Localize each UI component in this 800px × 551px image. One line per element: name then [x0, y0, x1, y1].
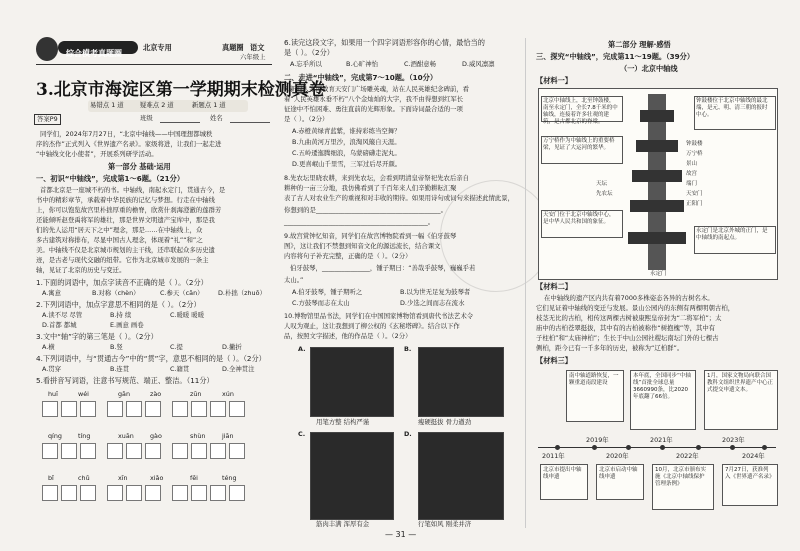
q6-option[interactable]: B.心旷神怡 — [346, 60, 378, 68]
q7-line: 7.新时人案国教育天安门广场雕英魂，站在人民英雄纪念碑前，看 — [284, 85, 470, 93]
timeline-dot — [626, 445, 631, 450]
q4-option[interactable]: A.贯穿 — [42, 365, 62, 373]
timeline-dot — [660, 445, 665, 450]
passage-line: 迹，是古老与现代交融的纽带。它作为北京城市发展的一条主 — [36, 256, 209, 264]
m2-line: 庙中的古柏苍翠挺拔，其中有的古柏被称作“树抱槐”等，其中有 — [536, 324, 716, 332]
timeline-text: 本年底，全国同步“中轴线”首批全球总量3660990条，比2020年底翻了66倍。 — [633, 373, 691, 400]
q1-option[interactable]: C.参天（cān） — [160, 289, 204, 297]
axis-label: 先农坛 — [596, 191, 613, 197]
difficulty-hard: 疑难点 2 道 — [140, 101, 174, 109]
passage-line: 们的先人运用“居天下之中”理念，那是……在中轴线上，众 — [36, 226, 203, 234]
timeline-dot — [555, 445, 560, 450]
part2-title: 第二部分 理解·感悟 — [608, 40, 671, 49]
pinyin: fēi — [190, 474, 198, 482]
header-rule — [36, 64, 272, 65]
calli-caption: 筋肉丰满 浑厚有金 — [316, 520, 370, 528]
pinyin: wéi — [78, 390, 89, 398]
q10-line: 品，按照文字描述，他的作品是（ ）。（2分） — [284, 332, 412, 340]
pinyin: xīn — [118, 474, 128, 482]
q3-option[interactable]: D.撇折 — [222, 343, 242, 351]
name-field[interactable] — [230, 122, 270, 123]
pinyin: qíng — [48, 432, 62, 440]
pinyin: xuān — [118, 432, 134, 440]
q2-option[interactable]: E.画意 画卷 — [110, 321, 144, 329]
m2-line: 子柱柏”和“太庙神柏”；生长于中山公园社稷坛南坛门外的七棵古 — [536, 334, 719, 342]
timeline-text: 7月27日，获准列入《世界遗产名录》 — [725, 467, 775, 480]
answer-tag: 答案P9 — [34, 114, 61, 125]
pagoda-roof-icon — [636, 140, 678, 152]
timeline-dot — [762, 445, 767, 450]
timeline-text: 北京市提出中轴线申遗 — [543, 467, 582, 480]
question-6-cont: 是（ ）。（2分） — [284, 48, 334, 57]
pinyin: gān — [118, 390, 131, 398]
material-3-label: 【材料三】 — [536, 356, 572, 365]
q9-line: 伯牙鼓琴，_______________，锺子期曰：“善哉乎鼓琴，巍巍乎若 — [290, 264, 476, 272]
header-badge — [58, 41, 138, 58]
mascot-logo-icon — [36, 37, 58, 61]
pinyin: jiān — [222, 432, 234, 440]
material-2-label: 【材料二】 — [536, 282, 572, 291]
q1-option[interactable]: A.寓意 — [42, 289, 62, 297]
question-1: 1.下面的词语中，加点字读音不正确的是（ ）。（2分） — [36, 278, 208, 287]
q7-option[interactable]: D.更喜岷山千里雪，三军过后尽开颜。 — [292, 160, 402, 168]
q7-option[interactable]: B.九曲黄河万里沙，浪淘风簸自天涯。 — [292, 138, 401, 146]
pinyin: xiǎo — [150, 474, 164, 482]
q8-line: 8.先农坛里晓农耕，来到先农坛，会看到明清皇帝祭祀先农后亲自 — [284, 174, 470, 182]
pinyin: shùn — [190, 432, 206, 440]
material-1-label: 【材料一】 — [536, 76, 572, 85]
writing-grid[interactable] — [42, 401, 245, 417]
watermark-seal — [440, 180, 552, 292]
q3-option[interactable]: A.横 — [42, 343, 55, 351]
pinyin: bǐ — [48, 474, 54, 482]
q1-option[interactable]: D.朴拙（zhuō） — [218, 289, 266, 297]
timeline-year: 2021年 — [650, 436, 673, 444]
m2-line: 枝茎无比的古柏，相传这两棵古树被康熙皇帝封为“二将军柏”；太 — [536, 314, 722, 322]
subject-label: 语文 — [250, 43, 265, 52]
timeline-year: 2019年 — [586, 436, 609, 444]
calli-label-d: D. — [404, 430, 412, 438]
axis-label: 天安门 — [686, 191, 703, 197]
q10-line: 人叹为观止，这让我想到了柳公权的《玄秘塔碑》。结合以下作 — [284, 322, 460, 330]
note-text: 钟鼓楼位于北京中轴线的最北端，是元、明、清三朝的报时中心。 — [696, 98, 768, 118]
pagoda-roof-icon — [628, 232, 686, 244]
pinyin: xún — [222, 390, 234, 398]
grade-label: 六年级上 — [240, 53, 266, 61]
q10-line: 10.博物馆里品书法，同学们在中国国家博物馆看到唐代书法艺术令 — [284, 312, 474, 320]
passage-line: 上，你可以饱览故宫里朴拙厚重的檐脊，欣赏什刹海澄澈的莲群芳 — [36, 206, 222, 214]
q4-option[interactable]: D.全神贯注 — [222, 365, 255, 373]
q1-option[interactable]: B.对称（chèn） — [92, 289, 140, 297]
calli-label-b: B. — [404, 345, 412, 353]
q2-option[interactable]: C.暖暖 暖暖 — [170, 311, 205, 319]
question-3: 3.文中“轴”字的第三笔是（ ）。（2分） — [36, 332, 158, 341]
q2-option[interactable]: D.首都 都城 — [42, 321, 77, 329]
writing-grid[interactable] — [42, 485, 245, 501]
axis-label: 钟鼓楼 — [686, 141, 703, 147]
timeline-text: 10月，北京市颁布实施《北京中轴线保护管理条例》 — [655, 467, 706, 487]
page-title: 3.北京市海淀区第一学期期末检测真卷 — [36, 80, 326, 100]
pinyin: huī — [48, 390, 58, 398]
note-text: 北京中轴线上，北至钟鼓楼，南至永定门，全长7.8千米的中轴线，连接着许多壮观的建筑，是古都北京的脊梁。 — [543, 98, 618, 125]
m2-line: 在中轴线的遗产区内共有着7000多株姿态各异的古树名木。 — [544, 294, 714, 302]
q7-line: 着“人民英雄永垂不朽”八个金灿灿的大字，我不由得想到红军长 — [284, 95, 464, 103]
q7-line: 是（ ）。（2分） — [284, 115, 329, 123]
q8-answer-line[interactable]: 你想到的是_______________________________________。 — [284, 206, 447, 214]
m2-line: 侧柏，距今已有一千多年的历史，被称为“辽柏群”。 — [536, 344, 684, 352]
column-divider — [525, 38, 526, 528]
timeline-dot — [730, 445, 735, 450]
section3-title: 三、探究“中轴线”，完成第11～19题。（39分） — [536, 52, 695, 61]
q9-option[interactable]: B.以为世无足复为鼓琴者 — [400, 288, 471, 296]
axis-label: 正阳门 — [686, 201, 703, 207]
question-6: 6.读完这段文字，如果用一个四字词语形容你的心情，最恰当的 — [284, 38, 485, 47]
calligraphy-c-image[interactable] — [310, 432, 394, 520]
region-label: 北京专用 — [143, 43, 172, 52]
writing-grid[interactable] — [42, 443, 245, 459]
calligraphy-b-image[interactable] — [418, 347, 504, 417]
pagoda-roof-icon — [640, 110, 674, 122]
passage-line: 还能倾听赵登禹将军的雄壮，那是世界文明遗产宝库中，那是我 — [36, 216, 215, 224]
q9-option[interactable]: A.伯牙鼓琴，锺子期听之 — [292, 288, 363, 296]
note-text: 永定门是北京外城的正门，是中轴线的南起点。 — [696, 228, 768, 241]
timeline-axis — [538, 447, 776, 448]
q6-option[interactable]: C.酒酣意畅 — [404, 60, 437, 68]
axis-label: 万宁桥 — [686, 151, 703, 157]
passage-line: 书中的精彩章节，承载着中华民族的记忆与梦想。行走在中轴线 — [36, 196, 215, 204]
name-label: 姓名 — [210, 114, 223, 122]
passage-line: 多古建筑对称排布，尽显中国古人理念，体现着“礼”“和”之 — [36, 236, 203, 244]
timeline-text: 1月，国家文物局向联合国教科文组织世界遗产中心正式提交申遗文本。 — [707, 373, 774, 393]
section1-title: 一、初识“中轴线”，完成第1～6题。（21分） — [36, 174, 185, 183]
question-2: 2.下列词语中，加点字意思不相同的是（ ）。（2分） — [36, 300, 201, 309]
pinyin: zūn — [190, 390, 202, 398]
q9-line: 9.故宫赏钟忆知音，同学们在故宫博物院看到一幅《伯牙鼓琴 — [284, 232, 457, 240]
timeline-dot — [696, 445, 701, 450]
timeline-year: 2024年 — [742, 452, 765, 460]
axis-label: 故宫 — [686, 171, 698, 177]
m2-line: 它们见证着中轴线的变迁与发展。景山公园内的东侧有两棵明朝古柏， — [536, 304, 735, 312]
axis-label: 端门 — [686, 181, 698, 187]
q6-option[interactable]: D.威风凛凛 — [462, 60, 495, 68]
calli-label-a: A. — [298, 345, 306, 353]
page-number: — 31 — — [385, 530, 417, 539]
q8-answer-line[interactable]: _____________________________________________。 — [284, 218, 435, 226]
q7-option[interactable]: A.赤橙黄绿青蓝紫，谁持彩练当空舞？ — [292, 127, 401, 135]
calli-label-c: C. — [298, 430, 306, 438]
q2-option[interactable]: A.读不尽 尽管 — [42, 311, 83, 319]
timeline-year: 2011年 — [542, 452, 565, 460]
axis-label: 景山 — [686, 161, 698, 167]
calli-caption: 瘦硬挺拔 骨力遒劲 — [418, 418, 472, 426]
q7-line: 征途中不怕困难、勇往直前的光辉形象。下面诗词最合适的一项 — [284, 105, 463, 113]
timeline-text: 北京市启动中轴线申遗 — [599, 467, 638, 480]
q4-option[interactable]: B.连贯 — [110, 365, 130, 373]
subsection-title: （一）北京中轴线 — [620, 64, 678, 73]
class-field[interactable] — [160, 122, 200, 123]
q9-line: 内容将句子补充完整，正确的是（ ）。（2分） — [284, 252, 412, 260]
question-5: 5.看拼音写词语，注意书写规范、端正、整洁。（11分） — [36, 376, 214, 385]
header-badge-text: 综合模考真题圈 — [66, 49, 122, 58]
pinyin: tíng — [78, 432, 91, 440]
timeline-year: 2022年 — [676, 452, 699, 460]
pagoda-roof-icon — [630, 200, 684, 212]
timeline-dot — [592, 445, 597, 450]
calligraphy-d-image[interactable] — [418, 432, 504, 520]
book-label: 真题圈 — [222, 43, 244, 52]
timeline-text: 南中轴道路恢复，一颗重道南段建设 — [569, 373, 619, 386]
q9-line: 太山。” — [284, 276, 304, 284]
q9-option[interactable]: C.方鼓琴而志在太山 — [292, 299, 350, 307]
intro-line: “中轴线文化小使者”，开展系列研学活动。 — [36, 150, 158, 158]
axis-label: 永定门 — [650, 271, 667, 277]
q8-line: 表了古人对农业生产的重视和对丰收的期待。如果用诗句或词句来描述此情此景， — [284, 194, 515, 202]
q4-option[interactable]: C.籍贯 — [170, 365, 190, 373]
q7-option[interactable]: C.五岭逶迤腾细浪，乌蒙磅礴走泥丸。 — [292, 149, 401, 157]
q2-option[interactable]: B.持 续 — [110, 311, 132, 319]
passage-line: 轴，见证了北京的历史与变迁。 — [36, 266, 126, 274]
calli-caption: 用笔方整 结构严谨 — [316, 418, 370, 426]
question-4: 4.下列词语中，与“贯通古今”中的“贯”字，意思不相同的是（ ）。（2分） — [36, 354, 266, 363]
calli-caption: 行笔如风 刚柔并济 — [418, 520, 472, 528]
difficulty-new: 新题点 1 道 — [192, 101, 226, 109]
pinyin: chǔ — [78, 474, 90, 482]
pinyin: gào — [150, 432, 162, 440]
class-label: 班级 — [140, 114, 153, 122]
q8-line: 耕种的一亩三分地，我仿佛看到了千百年来人们辛勤耕耘汇聚 — [284, 184, 457, 192]
q9-option[interactable]: D.少选之间而志在流水 — [400, 299, 465, 307]
pinyin: téng — [222, 474, 237, 482]
axis-label: 天坛 — [596, 181, 608, 187]
calligraphy-a-image[interactable] — [310, 347, 394, 417]
pagoda-roof-icon — [632, 170, 682, 182]
note-text: 万宁桥作为中轴线上的重要桥梁，见证了大运河的繁华。 — [543, 138, 615, 151]
q3-option[interactable]: C.提 — [170, 343, 183, 351]
intro-line: 序的杰作”正式列入《世界遗产名录》。家级将进，让我们一起走进 — [36, 140, 222, 148]
timeline-year: 2020年 — [606, 452, 629, 460]
timeline-year: 2023年 — [722, 436, 745, 444]
note-text: 天安门位于北京中轴线中心，是中华人民共和国的象征。 — [543, 212, 615, 225]
pinyin: zào — [150, 390, 162, 398]
q6-option[interactable]: A.忘乎所以 — [290, 60, 322, 68]
passage-line: 首都北京是一座城不朽的书。中轴线，南起永定门，贯通古今，是 — [40, 186, 226, 194]
difficulty-easy: 易错点 1 道 — [90, 101, 124, 109]
intro-line: 同学们，2024年7月27日，“北京中轴线——中国理想都城秩 — [40, 130, 213, 138]
section2-title: 二、走进“中轴线”，完成第7～10题。（10分） — [284, 73, 438, 82]
q3-option[interactable]: B.竖 — [110, 343, 123, 351]
part1-title: 第一部分 基础·运用 — [108, 162, 171, 171]
q9-line: 图》，这让我们不禁想到知音文化的源远流长，结合课文 — [284, 242, 441, 250]
passage-line: 美。中轴线不仅是北京城市规划的主干线，还串联起众多历史遗 — [36, 246, 215, 254]
